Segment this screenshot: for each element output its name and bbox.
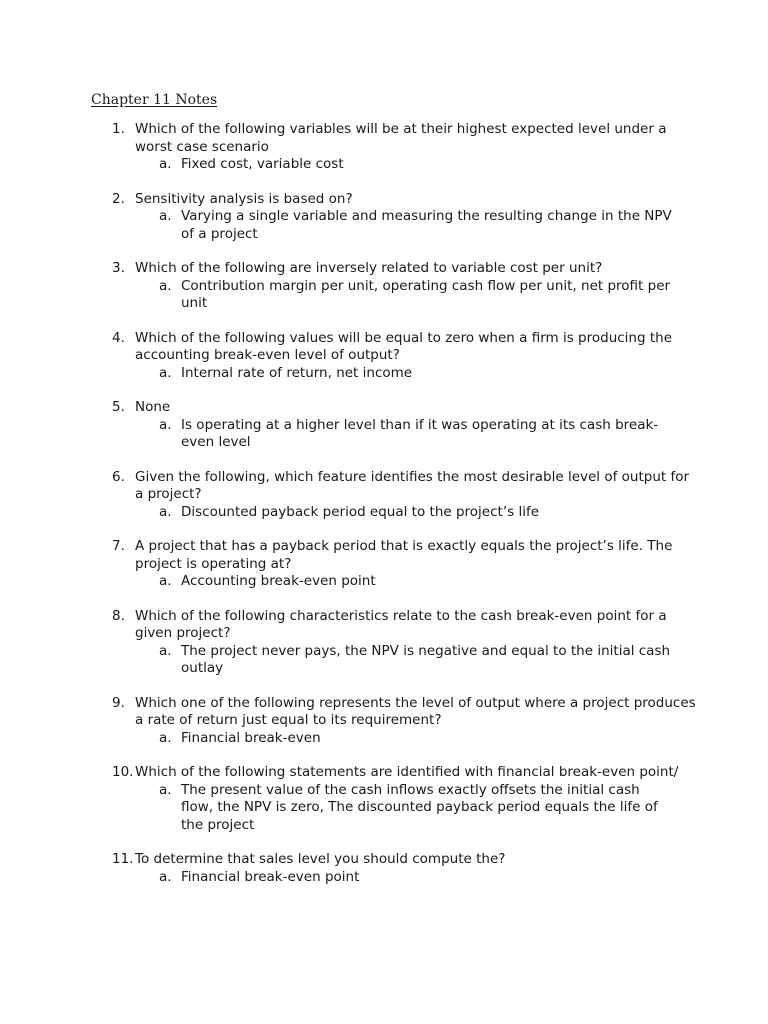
- answer-text: Fixed cost, variable cost: [181, 156, 344, 172]
- question-row: [0, 764, 768, 782]
- question-text: Which of the following characteristics relate to the cash break-even point for a given project?: [135, 607, 667, 641]
- question-row: [0, 851, 768, 869]
- question-item: [0, 695, 768, 748]
- question-item: [0, 608, 768, 678]
- question-row: [0, 330, 768, 365]
- answer-row: [0, 782, 768, 835]
- question-text: Which of the following values will be equal to zero when a firm is producing the accounting break-even level of output?: [135, 329, 672, 363]
- question-row: [0, 538, 768, 573]
- question-row: [0, 191, 768, 209]
- answer-row: [0, 156, 768, 174]
- answer-text: Discounted payback period equal to the project’s life: [181, 503, 540, 520]
- answer-text: Accounting break-even point: [181, 573, 376, 589]
- answer-text: Financial break-even point: [181, 868, 360, 885]
- question-text: Which of the following are inversely related to variable cost per unit?: [135, 260, 603, 276]
- answer-row: [0, 573, 768, 591]
- question-number: 8.: [112, 607, 125, 624]
- answer-text: The project never pays, the NPV is negative and equal to the initial cash outlay: [181, 642, 671, 676]
- answer-row: [0, 730, 768, 748]
- answer-letter: a.: [159, 729, 172, 746]
- question-number: 7.: [112, 538, 125, 554]
- question-text: None: [135, 399, 171, 415]
- question-number: 4.: [112, 329, 125, 346]
- question-item: [0, 399, 768, 452]
- answer-letter: a.: [159, 781, 172, 798]
- question-text: Which of the following statements are identified with financial break-even point/: [135, 764, 679, 780]
- answer-letter: a.: [159, 277, 172, 294]
- question-item: [0, 260, 768, 313]
- question-number: 1.: [112, 121, 125, 137]
- question-row: [0, 121, 768, 156]
- question-text: Which one of the following represents the level of output where a project produces a rate of return just equal to its requirement?: [135, 694, 696, 728]
- answer-letter: a.: [159, 416, 172, 433]
- answer-row: [0, 504, 768, 522]
- question-row: [0, 399, 768, 417]
- answer-text: Contribution margin per unit, operating cash flow per unit, net profit per unit: [181, 277, 671, 311]
- answer-letter: a.: [159, 156, 172, 172]
- answer-row: [0, 869, 768, 887]
- answer-text: Financial break-even: [181, 729, 321, 746]
- question-text: Sensitivity analysis is based on?: [135, 190, 353, 207]
- answer-text: Is operating at a higher level than if it was operating at its cash break-even level: [181, 416, 659, 450]
- question-row: [0, 469, 768, 504]
- question-item: [0, 469, 768, 522]
- question-number: 6.: [112, 468, 125, 485]
- question-item: [0, 191, 768, 244]
- answer-row: [0, 643, 768, 678]
- question-number: 2.: [112, 190, 125, 207]
- question-item: [0, 330, 768, 383]
- question-item: [0, 764, 768, 834]
- question-row: [0, 608, 768, 643]
- answer-row: [0, 278, 768, 313]
- answer-text: Internal rate of return, net income: [181, 364, 413, 381]
- question-number: 9.: [112, 694, 125, 711]
- answer-letter: a.: [159, 642, 172, 659]
- question-list: [0, 121, 768, 903]
- answer-row: [0, 417, 768, 452]
- answer-letter: a.: [159, 573, 172, 589]
- question-text: To determine that sales level you should compute the?: [135, 851, 506, 867]
- question-item: [0, 851, 768, 886]
- answer-row: [0, 208, 768, 243]
- question-row: [0, 260, 768, 278]
- question-number: 5.: [112, 399, 125, 415]
- question-text: Given the following, which feature identifies the most desirable level of output for a project?: [135, 468, 690, 502]
- question-number: 3.: [112, 260, 125, 276]
- answer-text: Varying a single variable and measuring the resulting change in the NPV of a project: [181, 208, 672, 242]
- question-text: A project that has a payback period that is exactly equals the project’s life. The project is operating at?: [135, 538, 673, 572]
- question-row: [0, 695, 768, 730]
- answer-letter: a.: [159, 364, 172, 381]
- question-item: [0, 538, 768, 591]
- question-number: 11.: [112, 851, 134, 867]
- question-item: [0, 121, 768, 174]
- answer-row: [0, 365, 768, 383]
- answer-letter: a.: [159, 868, 172, 885]
- page-title: Chapter 11 Notes: [91, 92, 218, 108]
- answer-letter: a.: [159, 503, 172, 520]
- answer-text: The present value of the cash inflows exactly offsets the initial cash flow, the NPV is zero, The discounted payback period equals the life of the project: [181, 781, 658, 833]
- question-number: 10.: [112, 764, 134, 780]
- question-text: Which of the following variables will be at their highest expected level under a worst case scenario: [135, 121, 667, 155]
- answer-letter: a.: [159, 208, 172, 224]
